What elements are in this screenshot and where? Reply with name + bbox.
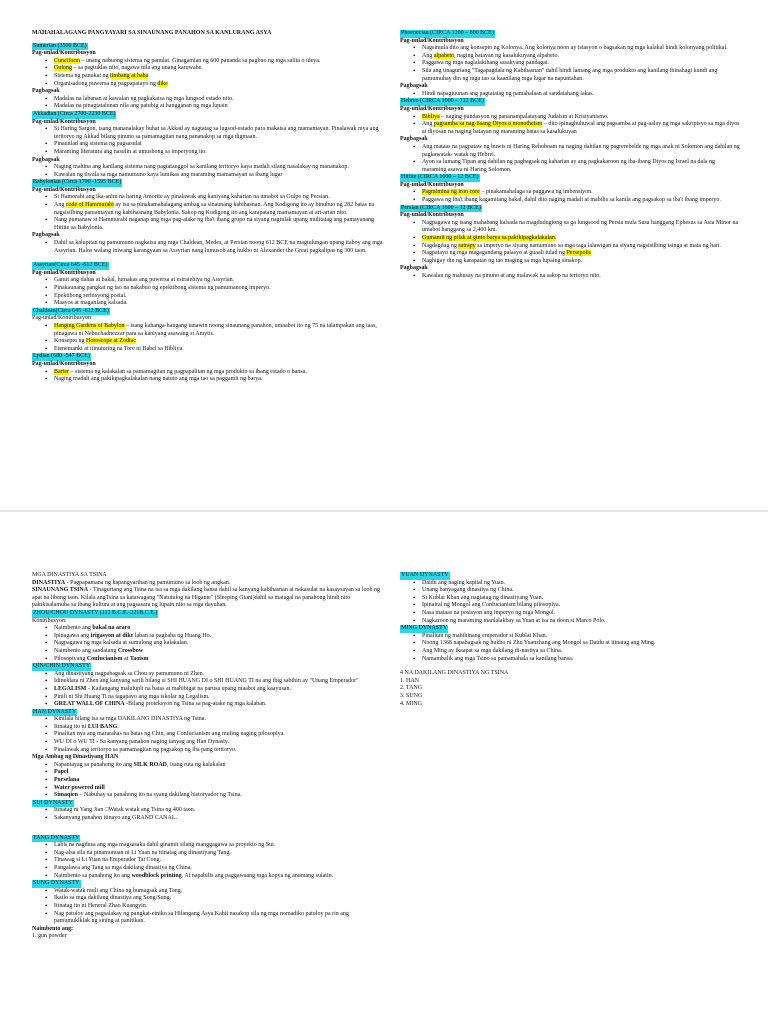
list-item — [32, 217, 384, 232]
text-run: Nang pumanaw si Hammurabi naganap ang mga pag-atake ng iba't ibang grupo na siyang nagtulak upang mulitatag ang pamayanang Hittite sa Babylonia. — [54, 217, 374, 231]
bullet-list — [32, 762, 384, 800]
text-run: Itinatag ni Yang Jian □Watak watak ang Tsina ng 400 taon. — [54, 807, 196, 814]
paragraph — [32, 754, 384, 762]
section-heading-label: MING DYNASTY — [401, 625, 448, 632]
text-run: Nagpatayo ng mga magagandang palasyo at guaali tulad ng — [422, 250, 567, 257]
list-item — [32, 686, 384, 694]
section-heading — [32, 308, 384, 316]
list-item — [32, 785, 384, 793]
text-run: Ipinagawa ang — [54, 632, 91, 639]
text-run: Naghigay din ng karapatan ng tao maging sa mga lupaing sinakop. — [422, 257, 583, 264]
text-run: Sila ang tinaguriang "Tagapagdala ng Kabihasnan" dahil hindi lamang ang mga produkto ang kanilang ibinahagi kundi ang pamumuhay din ng mga tao sa kaanilang mga lugar na napuntahan. — [422, 67, 718, 82]
paragraph: 4 NA DAKILANG DINASTIYA NG TSINA — [400, 670, 509, 677]
list-item — [400, 243, 740, 251]
list-item — [32, 346, 384, 354]
list-item — [32, 792, 384, 800]
list-item — [32, 323, 384, 338]
list-item — [32, 648, 384, 656]
list-item — [400, 189, 740, 197]
list-item — [32, 739, 384, 747]
list-item — [32, 815, 384, 823]
bullet-list — [32, 671, 384, 709]
bullet-list — [400, 220, 740, 266]
text-run: Nagdagdag ng — [422, 242, 459, 249]
section-heading — [400, 98, 740, 106]
list-item — [32, 194, 384, 202]
highlighted-text: Gulong — [54, 65, 72, 72]
list-item — [32, 640, 384, 648]
highlighted-text: Hanging Gardens of Babylon — [54, 322, 125, 329]
subheading: Pag-unlad/Kontribusyon — [400, 212, 464, 219]
list-item — [32, 164, 384, 172]
list-item — [400, 633, 740, 641]
list-item — [400, 273, 740, 281]
bullet-list — [400, 144, 740, 174]
highlighted-text: Horoscope at Zodiac — [86, 338, 136, 345]
list-item — [32, 338, 384, 346]
section-heading-label: QIN/CHIN DYNASTY — [33, 663, 91, 670]
list-item — [32, 202, 384, 217]
text-run: – naging pundasyon ng pananampalatayang Judaism at Kristyanismo. — [439, 113, 609, 120]
text-run: Itinatag ito ni Heneral Zhao Kuangyin. — [54, 902, 148, 909]
list-item — [32, 240, 384, 255]
section-heading-label: ZHOU/CHOU DYNASTY (112 B.C.E.-221B.C.E.) — [33, 609, 158, 616]
bold-text: Simaqien — [54, 792, 79, 799]
highlighted-text: Cuneiform — [54, 57, 80, 64]
subheading: Pagbagsak — [400, 136, 428, 143]
text-run: Maraming literatura ang nasulin at umusbong sa imperyong ito. — [54, 148, 207, 155]
list-item — [32, 671, 384, 679]
text-run: – sistema ng kalakalan sa pamamagitan ng pagpapalitan ng mga produkto sa ibang estado o bansa. — [69, 368, 307, 375]
list-item — [400, 220, 740, 235]
subheading: Pag-unlad/Kontribusyon — [32, 360, 96, 367]
list-item — [400, 610, 740, 618]
text-run: – Nabuhay sa panahong ito na syang dakilang historyador ng Tsina. — [78, 792, 242, 799]
text-run: Ang — [54, 202, 66, 209]
text-run: Nagkaroon ng maraming manlalakbay sa Yuan at isa na doon si Marco Polo. — [422, 617, 606, 624]
highlighted-text: alpabeto — [433, 52, 455, 59]
list-item — [32, 656, 384, 664]
section-heading — [32, 800, 384, 808]
bullet-list — [32, 164, 384, 179]
list-item — [32, 895, 384, 903]
section-heading-label: Akkadian (Circa 2700-2230 BCE) — [33, 110, 116, 117]
list-item — [32, 678, 384, 686]
text-run: Si Haring Sargon, isang mananalakay buhat sa Akkad ay nagtatag sa lugsod-estado para makaisa ang mamamayan. Pinalawak niya ang teritoryo ng Akkad bilang pinuno sa pamamagitan nang pananakop sa mga digmaan. — [54, 126, 379, 140]
subheading: Pagbagsak — [400, 83, 428, 90]
text-run: – isang kahanga-hangang tanawin noong sinaunang panahon, umaabot ito ng 75 na talampakan ang taas, pinagawa ni Nebuchadnezzar para sa kaniyang asawang si Amytis. — [54, 322, 377, 337]
text-run: Madalas na pinagtatalunan nila ang patubig at hangganan ng mga lupain — [54, 103, 228, 110]
subheading: Pag-unlad/Kontribusyon — [32, 269, 96, 276]
subheading: Pag-unlad/Kontribusyon — [400, 105, 464, 112]
text-run: Labis na nagdusa ang mga magsasaka dahil ginamit silang manggagawa sa proyekto ng Sui. — [54, 842, 276, 849]
section-heading — [32, 111, 384, 119]
text-run: Naging madali ang pakikipagkalakalan nang natuto ang mga tao sa paggamit ng barya. — [54, 376, 263, 383]
text-run: Nasa mataas na posisyon ang imperyo ng mga Mongol. — [422, 609, 556, 616]
bullet-list — [400, 273, 740, 281]
list-item — [400, 68, 740, 83]
bullet-list — [32, 625, 384, 663]
spacer — [32, 823, 384, 835]
list-item — [400, 91, 740, 99]
list-item — [32, 73, 384, 81]
list-item — [400, 640, 740, 648]
text-run: – unang nabuong sistema ng panulat. Ginagamian ng 600 pananda sa pagbuo ng mga salita o ideya. — [80, 57, 321, 64]
text-run: Sistema ng panukat ng — [54, 72, 110, 79]
text-run: – dito ipinaghuhuwal ang pagsamba at pag-aalay ng mga sakripisyo sa mga diyos at diyosan na naging batayan ng maraming batas sa kasalukuyan — [422, 121, 740, 135]
highlighted-text: Persepolis — [566, 250, 592, 257]
list-item — [32, 103, 384, 111]
text-run: Pinalawak ang teritoryo sa pamamagitan ng pagsakop ng iba pang teritoryo. — [54, 746, 237, 753]
bold-text: Porselana — [54, 777, 80, 784]
text-run: Ang dinastiyang nagpabagsak sa Chou ay pamumuno ni Zhen. — [54, 670, 205, 677]
list-item — [32, 731, 384, 739]
list-item — [400, 648, 740, 656]
text-run: Si Hamorabi ang ika-anim na haring Amorite ay pinalawak ang kaniyang kaharian na umabot sa Gulpo ng Persian. — [54, 194, 330, 201]
section-heading-label: Hebreo (CIRCA 1000 – 722 BCE) — [401, 98, 484, 105]
list-item — [32, 126, 384, 141]
text-run: Organisadong puwersa ng pagpapatayo ng — [54, 80, 158, 87]
text-run: Maayos at maganlang kalsada. — [54, 300, 128, 307]
section-heading-label: SUNG DYNASTY — [33, 880, 80, 887]
list-item — [400, 197, 740, 205]
highlighted-text: Gumamit ng pilak at ginto barya sa pakikipagkalakalan. — [422, 235, 557, 242]
section-heading — [32, 880, 384, 888]
bullet-list — [32, 277, 384, 307]
bold-text: Naimbento ang: — [32, 925, 74, 932]
text-run: Sakanyang panahon itinayo ang GRAND CANAL. — [54, 815, 177, 821]
page2-left-column — [32, 572, 384, 941]
text-run: -Bilang proteksyon ng Tsina sa pag-atake ng mga kalaban. — [124, 701, 267, 708]
text-run: Pinaunlad ang sistema ng pagsasulat — [54, 141, 142, 148]
list-item — [400, 580, 740, 588]
list-item — [32, 903, 384, 911]
list-item — [32, 911, 384, 926]
bold-text: Mga Ambag ng Dinastiyang HAN — [32, 754, 119, 761]
bullet-list — [400, 580, 740, 626]
bold-text: LUI BANG — [87, 723, 118, 730]
section-heading-label: SUI DYNASTY — [33, 799, 73, 806]
text-run: Nagpagawa ng mga kalsada at sumulong ang kalakalan. — [54, 640, 189, 647]
text-run: Kawalan ng mahusay na pinuno at ang malawak na sakop na tertoryo nito. — [422, 273, 601, 279]
bold-text: Water powered mill — [54, 784, 105, 791]
subheading: Pagbagsak — [32, 232, 60, 239]
list-item — [400, 587, 740, 595]
bold-text: bakal na araro — [92, 625, 131, 632]
section-heading — [32, 179, 384, 187]
list-item — [32, 376, 384, 384]
text-run: – sa pagtuklas nito, nagawa nila ang unang karuwahe. — [72, 65, 203, 72]
section-heading — [400, 572, 740, 580]
list-item — [400, 656, 740, 664]
paragraph: 1. HAN — [400, 677, 419, 684]
subheading: Pag-unlad/Kontribusyon — [400, 181, 464, 188]
section-heading — [32, 610, 384, 618]
bullet-list — [32, 888, 384, 926]
section-heading — [32, 353, 384, 361]
list-item — [32, 865, 384, 873]
text-run: Ipinairal ng Mongol ang Confucianism bilang pilosopiya. — [422, 602, 561, 609]
section-heading-label: Phoenecian (CIRCA 1200 – 800 BCE) — [401, 30, 494, 36]
page1-right-column — [400, 30, 740, 281]
bullet-list — [400, 189, 740, 204]
list-item — [32, 716, 384, 724]
highlighted-text: pagsamba sa nag-iisang Diyos o monotheism — [433, 121, 543, 128]
list-item — [400, 121, 740, 136]
section-heading — [400, 174, 740, 182]
text-run: - Kailangang maluluplt na batas at mabibigat na parusa upang maabot ang kaayusan. — [86, 685, 291, 692]
bold-text: woodblock printing — [131, 872, 182, 879]
bold-text: Confucianism — [86, 655, 123, 662]
subheading: Pag-unlad/Kontribusyon — [400, 37, 464, 44]
list-item — [400, 114, 740, 122]
text-run: Noong 1368 napabagsak ng hukbo ni Zhu Yuanzhang ang Mongol sa Daidu at itinatag ang Ming. — [422, 640, 656, 647]
bold-text: Crossbow — [117, 647, 144, 654]
list-item — [32, 149, 384, 157]
bullet-list — [400, 114, 740, 137]
text-run: Gamit ang dahas at bakal, lumakas ang puwersa at estratehiya ng Assyrian. — [54, 277, 235, 284]
section-heading — [400, 205, 740, 213]
text-run: Idineklara ni Zhen ang kanyang sarili bilang si SHI HUANG DI o SHI HUANG TI na ang ibig sabihin ay "Unang Emperador" — [54, 678, 359, 685]
text-run: Ikatlo sa mga dakilang dinastiya ang Song/Sung. — [54, 895, 172, 902]
highlighted-text: Barter — [54, 368, 69, 375]
list-item — [32, 141, 384, 149]
section-heading — [400, 30, 740, 38]
section-heading — [400, 625, 740, 633]
bullet-list — [32, 716, 384, 754]
text-run: Pinakaunang pangkat ng tao na nakabuo ng epektibong sistema ng pamumanong imperyo. — [54, 285, 271, 291]
text-run: Daidu ang naging kapital ng Yuan. — [422, 579, 506, 586]
highlighted-text: timbang at haba — [110, 72, 149, 79]
bullet-list — [32, 807, 384, 822]
bullet-list — [400, 45, 740, 83]
bullet-list — [400, 91, 740, 99]
text-run: Nag patuloy ang pagsalakay ng pangkat-etniko sa Hilangang Asya.Kahit nasakop sila ng mga nomadiko patuloy pa rin ang pamumuklklak ng sining at panitikan. — [54, 910, 349, 925]
paragraph — [32, 580, 384, 588]
paragraph: 4. MING — [400, 700, 422, 707]
text-run: Nagsimula dito ang konsepto ng Kolonya. Ang kolonya noon ay istasyon o bagsakan ng mga kalakal hindi kolonyang politikal. — [422, 45, 728, 52]
section-heading — [32, 43, 384, 51]
list-item — [32, 293, 384, 301]
list-item — [32, 285, 384, 293]
section-heading-label: YUAN DYNASTY — [401, 572, 449, 578]
text-run: – pinakamahalaga sa paggawa ng imbensiyon. — [479, 189, 593, 196]
list-item — [32, 701, 384, 709]
list-item — [32, 58, 384, 66]
text-run: Ang mataas na pagpataw ng buwis ni Haring Rehoboam na naging dahilan ng pagrerebelde ng mga anak ni Solomon ang dahilan ng pagkawatak- watak ng Hebrei. — [422, 143, 740, 158]
paragraph: Pag-unlad/Kontribusyon — [32, 315, 91, 322]
text-run: Pinalitan nya ang mararahas na batas ng Chin, ang Confucianism ang muling naging pilosopiya. — [54, 731, 285, 738]
text-run: Epektibong serbisyong postal. — [54, 292, 127, 299]
text-run: Paggawa ng iba't ibang kagamitang bakal, dahil dito naging madali at mabilis sa kanila ang pagsakop sa iba't ibang imperyo. — [422, 197, 721, 204]
text-run: Madalas na labanan at kawalan ng pagkakaisa ng mga lungsod estado nito. — [54, 95, 234, 102]
bold-text: irigasyon at dike — [90, 632, 134, 639]
text-run: Ang — [422, 52, 434, 59]
text-run: Unang banyagang dinastiya ng China. — [422, 587, 514, 594]
paragraph: 2. TANG — [400, 685, 423, 692]
text-run: Naimbento ang — [54, 625, 93, 632]
text-run: Ang Ming ay ikaapat sa mga dakilang di-nastiya sa China. — [422, 647, 563, 654]
bullet-list — [32, 369, 384, 384]
text-run: Ang — [422, 121, 434, 128]
list-item — [400, 45, 740, 53]
bullet-list — [32, 323, 384, 353]
list-item — [32, 277, 384, 285]
highlighted-text: code of Hammurabi — [65, 202, 114, 209]
section-heading-label: Lydian (680 -547 BCE) — [33, 353, 90, 360]
list-item — [400, 618, 740, 626]
section-heading — [32, 709, 384, 717]
list-item — [32, 888, 384, 896]
section-heading-label: Babylonian (Circa 1790 -1595 BCE) — [33, 179, 122, 186]
section-heading-label: Chaldean(Circa 645 -612 BCE) — [33, 307, 109, 314]
highlighted-text: satrapy — [458, 242, 476, 249]
section-heading-label: Assyrian(Circa 645 -612 BCE) — [33, 262, 108, 269]
text-run: . — [117, 723, 119, 730]
subheading: Pag-unlad/Kontribusyon — [32, 186, 96, 193]
text-run: . At napabilis ang paggawaang mga kopya ng anumang sulatin. — [181, 872, 334, 879]
text-run: at — [122, 655, 130, 662]
bold-text: GREAT WALL OF CHINA — [54, 701, 125, 708]
list-item — [32, 81, 384, 89]
subheading: Pagbagsak — [400, 265, 428, 272]
highlighted-text: Pagmimina ng iron core — [422, 189, 480, 196]
text-run: Tinawag si Li Yuan na Emperador Tai Cong. — [54, 857, 162, 864]
text-run: Nag-alsa sila na pinamunuan ni Li Yuan na itinatag ang dinastiyang Tang. — [54, 849, 231, 856]
text-run: ay isa sa pinakamahalagang ambag sa sinaunang kabihasnan. Ang Kodigong ito ay binubuo ng 282 batas na nagsisilbing pamantayan ng kabihasnang Babylonia. Sakop ng Kodigong ito ang karapatang mamamayan at ari-arian nito. — [54, 202, 375, 216]
text-run: Naimbento sa panahong ito ang — [54, 872, 132, 879]
text-run: Pinili ni Shi Huang Ti na tagapayo ang mga iskolar ng Legalism. — [54, 693, 210, 700]
text-run: laban sa pagbaha ng Huang Ho. — [133, 632, 212, 639]
document-page-2 — [0, 512, 768, 1024]
list-item — [32, 747, 384, 755]
bold-text: SINAUNANG TSINA — [32, 587, 89, 594]
list-item — [32, 625, 384, 633]
list-item — [400, 258, 740, 266]
page2-right-column — [400, 572, 740, 708]
text-run: Nagpagawa ng isang mahabang kalsada na magdudugtong sa ga lungsood ng Persia mula Susa hanggang Ephesus sa Asia Minor na umabot hanggang sa 2,400 km. — [422, 219, 739, 234]
bold-text: DINASTIYA — [32, 579, 66, 586]
text-run: Dahil sa kalupitan ng pamumuno nagkaisa ang mga Chaldean, Medes, at Persian noong 612 BCE na magtulungan upang itaboy ang mga Assyrian. Halos walang iniwang karangyaan sa Assyrian nang lumusob ang hukbo ni Alexander the Great pagkalipas ng 300 taon. — [54, 240, 383, 254]
text-run: Pilosopiyang — [54, 655, 87, 662]
bullet-list — [32, 58, 384, 88]
text-run: Pangalawa ang Tang sa mga dakilang dinastiya ng China. — [54, 864, 192, 871]
list-item — [400, 144, 740, 159]
bullet-list — [32, 842, 384, 880]
paragraph — [32, 926, 384, 934]
section-heading-label: Sumerian (3500 BCE) — [33, 42, 87, 49]
text-run: Kawalan ng tiwala sa mga namumuno kaya lumikas ang maraming mamamayan sa ibang lugar — [54, 171, 283, 178]
bold-text: LEGALISM — [54, 685, 87, 692]
bold-text: Papel — [54, 769, 69, 776]
subheading: Pag-unlad/Kontribusyon — [32, 118, 96, 125]
text-run: Naimbento ang sandatang — [54, 647, 118, 654]
bold-text: Taoism — [129, 655, 149, 662]
text-run: Ayon sa lumang Tipan ang dahilan ng pagbagsak ng kaharian ay ang pagkakaroon ng iba-ibang Diyos ng Israel na dala ng maraming asawa ni Haring Solomon. — [422, 159, 716, 173]
section-heading-label: HAN DYNASTY — [33, 708, 77, 715]
paragraph: 3. SUNG — [400, 692, 423, 699]
list-item — [32, 777, 384, 785]
text-run: Watak-watak muli ang China ng bumagsak ang Tang. — [54, 887, 183, 894]
bullet-list — [32, 96, 384, 111]
bold-text: SILK ROAD — [133, 761, 167, 768]
list-item — [400, 159, 740, 174]
list-item — [32, 873, 384, 881]
list-item — [32, 769, 384, 777]
highlighted-text: Bibliya — [422, 113, 440, 120]
subheading: Pagbagsak — [32, 88, 60, 95]
list-item — [32, 369, 384, 377]
list-item — [32, 762, 384, 770]
list-item — [32, 172, 384, 180]
paragraph — [32, 587, 384, 610]
text-run: Konsepto ng — [54, 338, 86, 345]
bullet-list — [32, 126, 384, 156]
text-run: - Pagpapamana ng kapangyarihan ng pamumuno sa loob ng angkan. — [65, 579, 231, 586]
text-run: sa imperyo na siyang namumuno sa mga taga lalawigan na siyang nagsisilbing tainga at mata ng hari. — [475, 242, 721, 249]
text-run: Napantayag sa panahong ito ang — [54, 761, 134, 768]
list-item — [400, 602, 740, 610]
section-heading-label: Hittite (CIRCA 1600 – 12 BCE) — [401, 174, 479, 181]
bullet-list — [400, 633, 740, 663]
list-item — [400, 235, 740, 243]
section-heading — [32, 663, 384, 671]
subheading: Pagbagsak — [32, 156, 60, 163]
text-run: Paggawa ng mga naglalakihang sasakyang pandagat. — [422, 60, 549, 67]
text-run: Naging mahina ang kanilang sistema nang pagtatanggol sa kanilang teritoryo kaya madali silang nasalakay ng mananakop. — [54, 164, 349, 171]
section-heading-label: TANG DYNASTY — [33, 834, 80, 841]
list-item — [32, 807, 384, 815]
section-heading — [32, 262, 384, 270]
list-item — [32, 300, 384, 308]
text-run: - Tinaguriang ang Tsina na isa sa mga dakilang bansa dahil sa kanyang kabihasnan at nakasulat na kasaysayan sa loob ng apat na libong taon. Kilala angTsina sa katawagang "Natutulog na Higante" (Sleeping Giant)dahil sa matagal na panahong hindi nito pakikisalamuha sa ibang kultura at ang pagsasara ng lupain nito sa mga dayuhan. — [32, 587, 380, 609]
spacer — [400, 663, 740, 670]
section-heading — [32, 835, 384, 843]
text-run: Pinalitan ng mahihinang emperador si Kublai Khan. — [422, 632, 548, 639]
list-item — [32, 850, 384, 858]
subheading: Pag-unlad/Kontribusyon — [32, 50, 96, 57]
text-run: Namambalik ang mga Tsino sa pamamahala sa kanilang bansa. — [422, 655, 574, 662]
page1-left-column — [32, 30, 384, 384]
highlighted-text: dike — [157, 80, 168, 87]
text-run: Itinatag ito ni — [54, 723, 88, 730]
text-run: , naging batayan ng kasalukuyang alpabeto. — [454, 52, 559, 59]
text-run: Si Kublai Khan ang nagtatag ng dinastiyang Yuan. — [422, 594, 544, 601]
list-item — [32, 96, 384, 104]
document-title: MAHAHALAGANG PANGYAYARI SA SINAUNANG PANAHON SA KANLURANG ASYA — [32, 30, 272, 36]
list-item — [32, 65, 384, 73]
list-item — [32, 842, 384, 850]
paragraph: MGA DINASTIYA SA TSINA — [32, 572, 107, 578]
list-item — [400, 60, 740, 68]
list-item — [32, 857, 384, 865]
text-run: , isang ruta ng kalakalan — [167, 761, 226, 768]
text-run: WU DI o WU TI - Sa kanyang panahon naging tanyag ang Han Dynasty. — [54, 739, 230, 746]
paragraph: Kontribusyon: — [32, 617, 67, 624]
bullet-list — [32, 194, 384, 232]
text-run: Kinilala bilang isa sa mga DAKILANG DINASTIYA ng Tsina. — [54, 716, 206, 723]
section-heading-label: Persian (CIRCA 1600 – 12 BCE) — [401, 204, 481, 211]
paragraph: 1. gun powder — [32, 933, 67, 940]
bullet-list — [32, 240, 384, 255]
list-item — [400, 250, 740, 258]
list-item — [32, 633, 384, 641]
list-item — [32, 694, 384, 702]
text-run: Hindi napagtuunan ang pagtatatag ng pamahalaan at sandatahang lakas. — [422, 90, 595, 97]
list-item — [400, 53, 740, 61]
text-run: Etenemanki at itinuturing na Tore ni Babel sa Bibliya. — [54, 345, 184, 352]
